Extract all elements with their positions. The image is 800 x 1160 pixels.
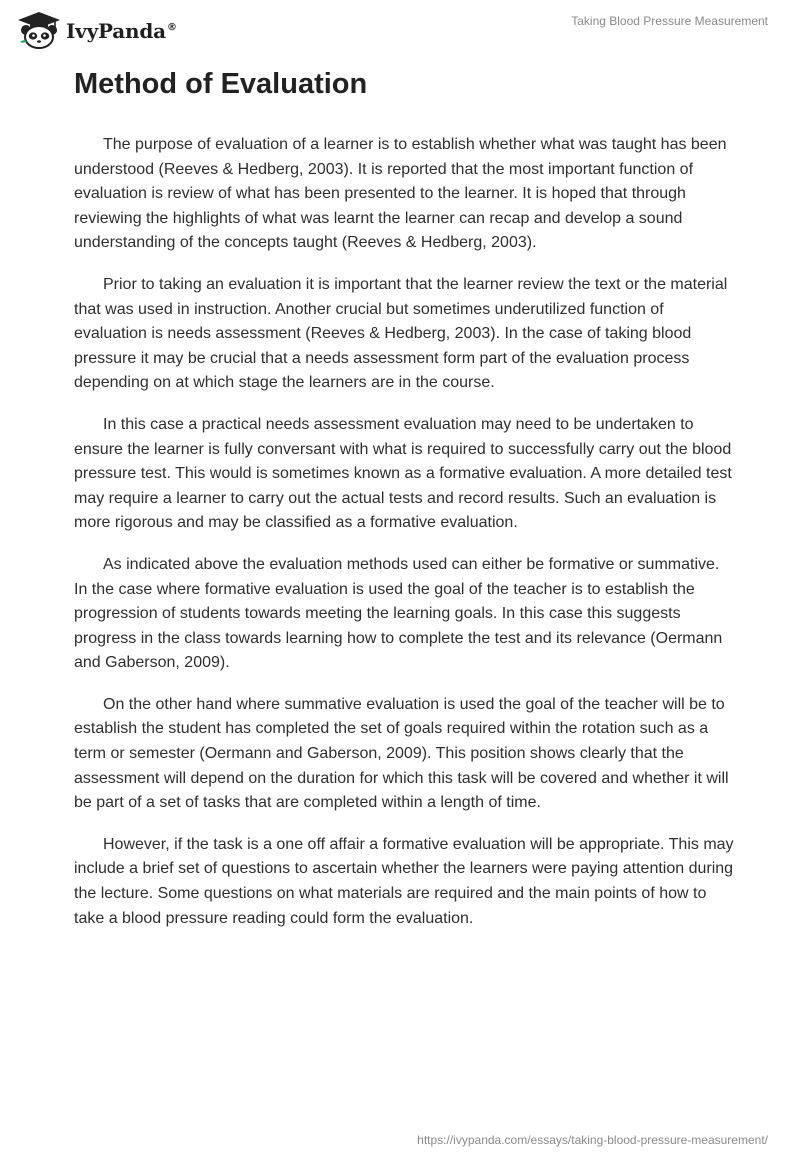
paragraph: However, if the task is a one off affair a formative evaluation will be appropriate. This may include a brief set of questions to ascertain whether the learners were paying attention during the lecture. Some questions on what materials are required and the main points of how to take a blood pressure reading could form the evaluation. xyxy=(74,835,734,927)
source-url[interactable]: https://ivypanda.com/essays/taking-blood-pressure-measurement/ xyxy=(417,1133,768,1147)
paragraph: The purpose of evaluation of a learner is to establish whether what was taught has been understood (Reeves & Hedberg, 2003). It is reported that the most important function of evaluation is review of what has been presented to the learner. It is hoped that through reviewing the highlights of what was learnt the learner can recap and develop a sound understanding of the concepts taught (Reeves & Hedberg, 2003). xyxy=(74,136,727,252)
paragraph: Prior to taking an evaluation it is important that the learner review the text or the material that was used in instruction. Another crucial but sometimes underutilized function of evaluation is needs assessment (Reeves & Hedberg, 2003). In the case of taking blood pressure it may be crucial that a needs assessment form part of the evaluation process depending on at which stage the learners are in the course. xyxy=(74,275,728,392)
article-body xyxy=(74,133,734,948)
page-title: Method of Evaluation xyxy=(74,68,368,100)
paragraph: As indicated above the evaluation methods used can either be formative or summative. In the case where formative evaluation is used the goal of the teacher is to establish the progression of students towards meeting the learning goals. In this case this suggests progress in the class towards learning how to complete the test and its relevance (Oermann and Gaberson, 2009). xyxy=(74,555,723,672)
paragraph: In this case a practical needs assessment evaluation may need to be undertaken to ensure the learner is fully conversant with what is required to successfully carry out the blood pressure test. This would is sometimes known as a formative evaluation. A more detailed test may require a learner to carry out the actual tests and record results. Such an evaluation is more rigorous and may be classified as a formative evaluation. xyxy=(74,415,732,532)
panda-graduation-cap-icon xyxy=(17,11,61,49)
brand-logo[interactable] xyxy=(17,11,177,49)
paragraph: On the other hand where summative evaluation is used the goal of the teacher will be to establish the student has completed the set of goals required within the rotation such as a term or semester (Oermann and Gaberson, 2009). This position shows clearly that the assessment will depend on the duration for which this task will be covered and whether it will be part of a set of tasks that are completed within a length of time. xyxy=(74,695,729,812)
brand-name: IvyPanda® xyxy=(66,19,177,43)
document-title: Taking Blood Pressure Measurement xyxy=(571,14,768,28)
